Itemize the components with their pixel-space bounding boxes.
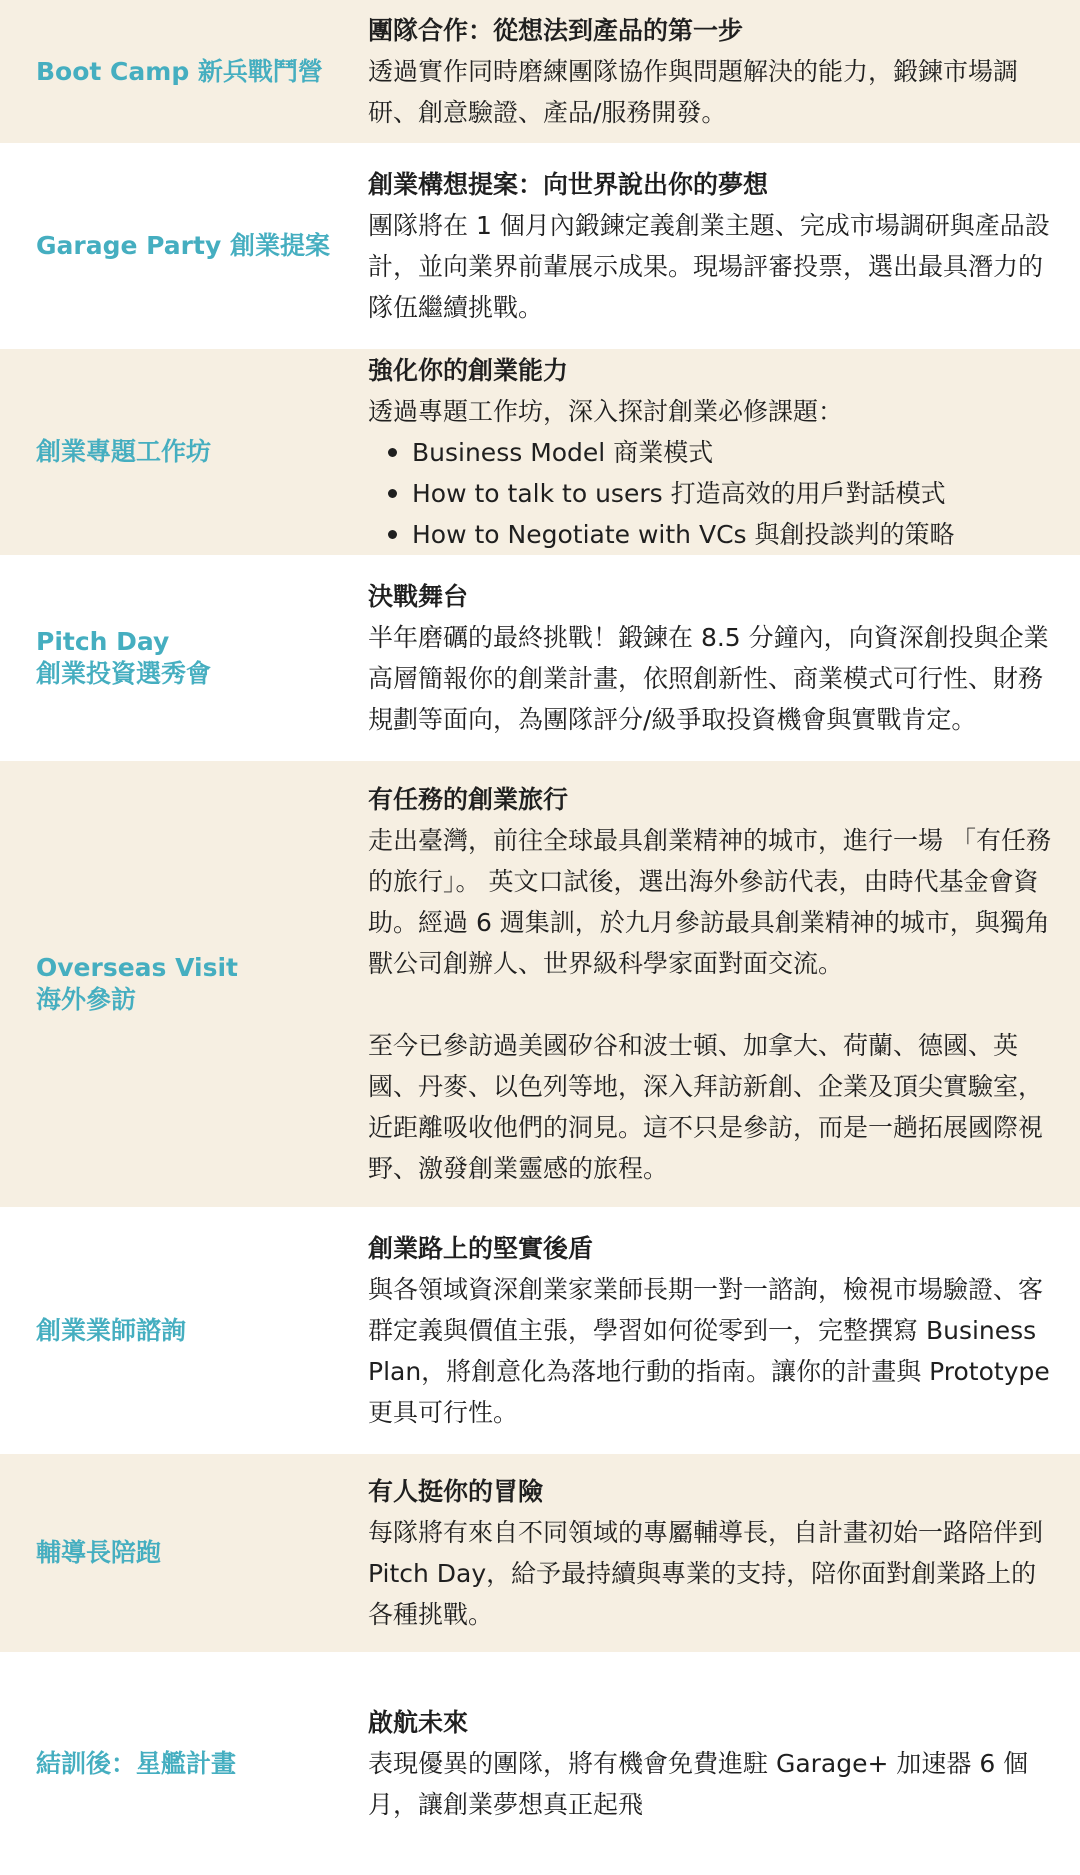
program-label-line: Pitch Day	[36, 627, 170, 656]
program-heading: 團隊合作：從想法到產品的第一步	[368, 16, 744, 45]
topic-list-item	[368, 514, 1060, 555]
program-paragraph: 透過專題工作坊，深入探討創業必修課題：	[368, 396, 844, 426]
program-paragraph: 走出臺灣，前往全球最具創業精神的城市，進行一場 「有任務的旅行」。 英文口試後，選出海外參訪代表，由時代基金會資助。經過 6 週集訓，於九月參訪最具創業精神的城市，與獨角獸公司創辦人、世界級科學家面對面交流。	[368, 826, 1051, 978]
program-heading: 創業路上的堅實後盾	[368, 1234, 594, 1263]
program-paragraph: 半年磨礪的最終挑戰！鍛鍊在 8.5 分鐘內，向資深創投與企業高層簡報你的創業計畫，依照創新性、商業模式可行性、財務規劃等面向，為團隊評分/級爭取投資機會與實戰肯定。	[368, 623, 1049, 734]
program-paragraph: 透過實作同時磨練團隊協作與問題解決的能力，鍛鍊市場調研、創意驗證、產品/服務開發。	[368, 57, 1019, 127]
program-description	[368, 1228, 1080, 1433]
program-description	[368, 350, 1080, 555]
topic-text: Business Model 商業模式	[412, 437, 714, 467]
program-heading: 啟航未來	[368, 1708, 469, 1737]
topic-text: How to Negotiate with VCs 與創投談判的策略	[412, 519, 955, 549]
bullet-dot-icon	[388, 448, 397, 457]
program-description	[368, 779, 1080, 1189]
program-heading: 決戰舞台	[368, 582, 469, 611]
program-label	[0, 952, 368, 1016]
program-label	[0, 1537, 368, 1569]
program-label	[0, 1748, 368, 1780]
program-label-line: 輔導長陪跑	[36, 1538, 162, 1567]
program-description	[368, 1471, 1080, 1635]
program-label-line: 海外參訪	[36, 985, 137, 1014]
program-description	[368, 1702, 1080, 1825]
program-paragraph: 與各領域資深創業家業師長期一對一諮詢，檢視市場驗證、客群定義與價值主張，學習如何從零到一，完整撰寫 Business Plan，將創意化為落地行動的指南。讓你的計畫與 Prototype 更具可行性。	[368, 1275, 1050, 1427]
program-label-line: 創業專題工作坊	[36, 437, 212, 466]
program-label-line: 創業投資選秀會	[36, 659, 212, 688]
program-heading: 創業構想提案：向世界說出你的夢想	[368, 170, 769, 199]
program-label-line: Overseas Visit	[36, 953, 239, 982]
topic-list-item	[368, 432, 1060, 473]
program-label	[0, 56, 368, 88]
program-row-garage-party	[0, 143, 1080, 349]
bullet-dot-icon	[388, 530, 397, 539]
program-label	[0, 230, 368, 262]
program-row-workshop	[0, 349, 1080, 555]
topic-list-item	[368, 473, 1060, 514]
program-row-pitch-day	[0, 555, 1080, 761]
program-row-coach	[0, 1454, 1080, 1652]
program-heading: 有人挺你的冒險	[368, 1477, 544, 1506]
program-row-boot-camp	[0, 0, 1080, 143]
program-row-overseas-visit	[0, 761, 1080, 1207]
program-label	[0, 1315, 368, 1347]
program-label-line: Garage Party 創業提案	[36, 231, 330, 260]
program-description	[368, 576, 1080, 740]
program-row-starship	[0, 1652, 1080, 1875]
program-description	[368, 10, 1080, 133]
program-label-line: 創業業師諮詢	[36, 1315, 187, 1345]
program-label-line: Boot Camp 新兵戰鬥營	[36, 56, 323, 86]
program-description	[368, 164, 1080, 328]
program-paragraph: 表現優異的團隊，將有機會免費進駐 Garage+ 加速器 6 個月，讓創業夢想真正起飛	[368, 1749, 1029, 1819]
program-label	[0, 436, 368, 468]
topic-list	[368, 432, 1060, 555]
program-heading: 強化你的創業能力	[368, 355, 569, 385]
program-paragraph: 每隊將有來自不同領域的專屬輔導長，自計畫初始一路陪伴到 Pitch Day，給予最持續與專業的支持，陪你面對創業路上的各種挑戰。	[368, 1518, 1044, 1629]
program-label	[0, 626, 368, 690]
program-label-line: 結訓後：星艦計畫	[36, 1748, 237, 1778]
topic-text: How to talk to users 打造高效的用戶對話模式	[412, 478, 946, 508]
program-row-mentor	[0, 1207, 1080, 1454]
program-paragraph: 至今已參訪過美國矽谷和波士頓、加拿大、荷蘭、德國、英國、丹麥、以色列等地，深入拜訪新創、企業及頂尖實驗室，近距離吸收他們的洞見。這不只是參訪，而是一趟拓展國際視野、激發創業靈感的旅程。	[368, 1031, 1044, 1183]
program-paragraph: 團隊將在 1 個月內鍛鍊定義創業主題、完成市場調研與產品設計，並向業界前輩展示成果。現場評審投票，選出最具潛力的隊伍繼續挑戰。	[368, 211, 1050, 322]
bullet-dot-icon	[388, 489, 397, 498]
program-heading: 有任務的創業旅行	[368, 785, 569, 814]
